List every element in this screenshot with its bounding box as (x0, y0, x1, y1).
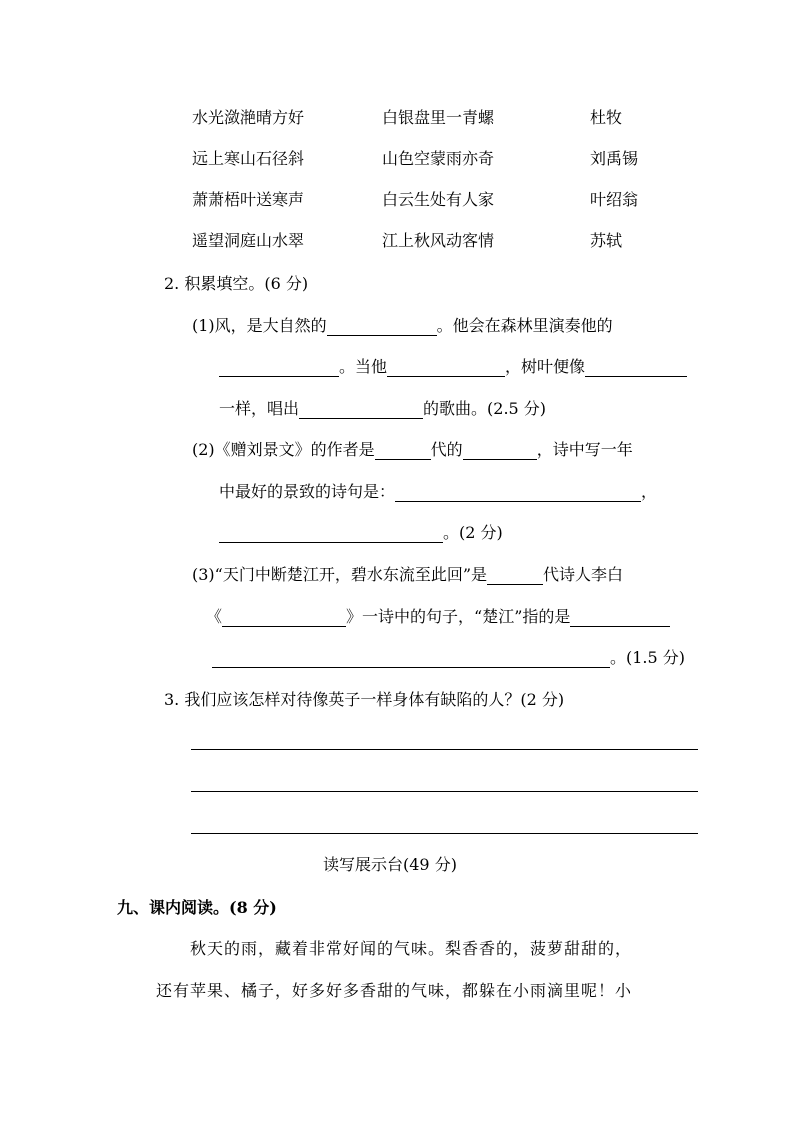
answer-blank[interactable] (487, 566, 543, 585)
q2-text: ， (641, 482, 658, 501)
answer-blank[interactable] (219, 358, 339, 377)
q2-part2-line1 (192, 440, 633, 460)
reading-passage-line: 还有苹果、橘子，好多好多香甜的气味，都躲在小雨滴里呢！小 (156, 981, 633, 1000)
q2-part2-line2 (219, 482, 657, 502)
q2-text: 》一诗中的句子，“楚江”指的是 (346, 607, 571, 626)
answer-line[interactable] (191, 749, 698, 750)
question-3-title: 3. 我们应该怎样对待像英子一样身体有缺陷的人？(2 分) (164, 690, 565, 709)
q2-part3-line3 (212, 648, 685, 668)
q2-part1-line3 (219, 399, 546, 419)
q2-text: (1)风，是大自然的 (192, 316, 327, 335)
answer-blank[interactable] (212, 649, 610, 668)
answer-line[interactable] (191, 833, 698, 834)
answer-blank[interactable] (463, 441, 537, 460)
answer-blank[interactable] (395, 483, 641, 502)
match-cell: 远上寒山石径斜 (192, 149, 305, 168)
q2-part1-line1 (192, 316, 613, 336)
q2-part3-line1 (192, 565, 623, 585)
q2-part2-line3 (219, 523, 503, 543)
match-cell: 遥望洞庭山水翠 (192, 231, 305, 250)
answer-blank[interactable] (327, 317, 437, 336)
match-cell: 杜牧 (590, 108, 623, 127)
match-cell: 白银盘里一青螺 (382, 108, 495, 127)
answer-blank[interactable] (219, 524, 443, 543)
match-cell: 水光潋滟晴方好 (192, 108, 305, 127)
q2-text: 一样，唱出 (219, 399, 300, 418)
q2-text: 。当他 (339, 357, 388, 376)
answer-blank[interactable] (375, 441, 431, 460)
match-cell: 江上秋风动客情 (382, 231, 495, 250)
answer-blank[interactable] (585, 358, 687, 377)
section-heading: 读写展示台(49 分) (323, 855, 457, 874)
q2-text: (3)“天门中断楚江开，碧水东流至此回”是 (192, 565, 488, 584)
question-2-title: 2. 积累填空。(6 分) (164, 274, 309, 293)
question-9-title: 九、课内阅读。(8 分) (117, 898, 277, 917)
match-cell: 白云生处有人家 (382, 190, 495, 209)
answer-line[interactable] (191, 791, 698, 792)
q2-text: 的歌曲。(2.5 分) (423, 399, 547, 418)
q2-text: 。(1.5 分) (610, 648, 686, 667)
q2-part3-line2 (206, 607, 670, 627)
match-cell: 山色空蒙雨亦奇 (382, 149, 495, 168)
q2-text: 中最好的景致的诗句是： (219, 482, 396, 501)
match-cell: 萧萧梧叶送寒声 (192, 190, 305, 209)
q2-text: ，诗中写一年 (536, 440, 633, 459)
match-cell: 苏轼 (590, 231, 623, 250)
q2-text: 《 (206, 607, 223, 626)
q2-part1-line2 (219, 357, 687, 377)
answer-blank[interactable] (570, 608, 670, 627)
q2-text: ，树叶便像 (505, 357, 586, 376)
q2-text: 。他会在森林里演奏他的 (436, 316, 613, 335)
answer-blank[interactable] (299, 400, 423, 419)
match-cell: 刘禹锡 (590, 149, 639, 168)
q2-text: (2)《赠刘景文》的作者是 (192, 440, 375, 459)
answer-blank[interactable] (222, 608, 346, 627)
match-cell: 叶绍翁 (590, 190, 639, 209)
q2-text: 代的 (430, 440, 463, 459)
answer-blank[interactable] (387, 358, 505, 377)
q2-text: 。(2 分) (443, 523, 503, 542)
reading-passage-line: 秋天的雨，藏着非常好闻的气味。梨香香的，菠萝甜甜的， (190, 939, 633, 958)
q2-text: 代诗人李白 (543, 565, 624, 584)
